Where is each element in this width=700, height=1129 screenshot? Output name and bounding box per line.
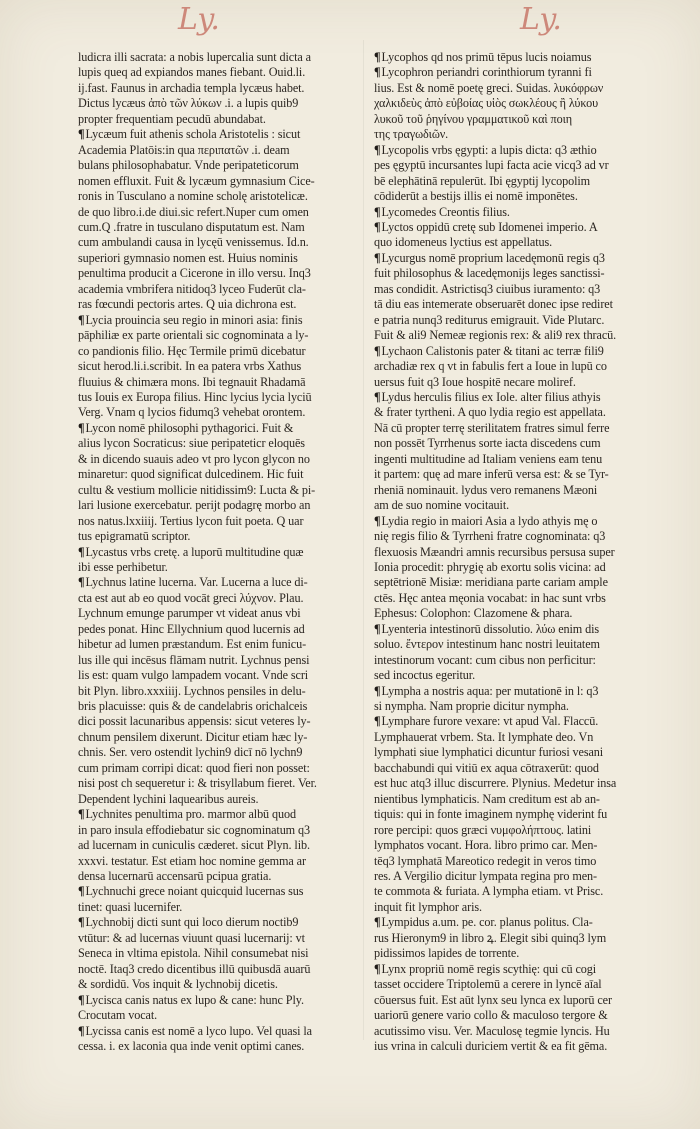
text-line: noctē. Itaq3 credo dicentibus illū quibusdā auarū [78,961,311,976]
text-line: cum primam corripi dicat: quod fieri non posset: [78,760,310,775]
text-line: superiori gymnasio nomen est. Huius nominis [78,250,298,265]
text-line: nientibus lymphaticis. Nam creditum est ab an- [374,791,600,806]
text-line: de quo libro.i.de diui.sic refert.Nuper cum omen [78,204,309,219]
text-line: bulans philosophabatur. Vnde peripateticorum [78,158,299,173]
folio-mark-right: Ly. [520,2,562,37]
text-line: cta est aut ab eo quod vocāt greci λύχνον. Plau. [78,590,304,605]
text-line: cum.Q .fratre in tusculano disputatum est. Nam [78,219,305,234]
text-line: Fuit & ali9 Nemeæ regionis rex: & ali9 rex thracū. [374,328,617,343]
entry-heading-line: ¶ Lychnuchi grece noiant quicquid lucernas sus [78,884,370,899]
text-line: ras fœcundi pectoris artes. Q uia dichrona est. [78,297,297,312]
text-line: Ionia procedit: phrygię ab exortu solis vicina: ad [374,559,606,574]
text-line: Ephesus: Colophon: Clazomene & phara. [374,606,573,621]
text-line: ij.fast. Faunus in archadia templa lycæus habet. [78,80,305,95]
text-line: quo idomeneus lyctius est appellatus. [374,235,553,250]
entry-heading-line: ¶ Lympidus a.um. pe. cor. planus politus. Cla- [374,915,666,930]
entry-heading-line: ¶ Lychaon Calistonis pater & titani ac terræ fili9 [374,344,666,359]
text-line: lupis queq ad expiandos manes fiebant. Ouid.li. [78,65,306,80]
text-line: pedes ponat. Hinc Ellychnium quod lucernis ad [78,621,305,636]
right-column [374,50,666,1054]
text-line: minaretur: quod significat dulcedinem. Hic fuit [78,467,304,482]
text-line: xxxvi. testatur. Est etiam hoc nomine gemma ar [78,853,306,868]
text-line: & in dicendo suauis adeo vt pro lycon glycon no [78,451,310,466]
text-line: soluo. ἔντερον intestinum hanc nostri leuitatem [374,637,600,652]
entry-heading-line: ¶ Lydia regio in maiori Asia a lydo athyis mę o [374,514,666,529]
text-line: lus ille qui incēsus flāmam nutrit. Lychnus pensi [78,652,310,667]
text-line: propter frequentiam pecudū abundabat. [78,111,266,126]
text-line: mas condidit. Astrictisq3 ciuibus iuramento: q3 [374,281,601,296]
text-line: ius vrina in calculi duriciem vertit & ea fit gēma. [374,1039,608,1053]
text-line: tā diu eas intemerate obseruarēt donec ipse rediret [374,297,613,312]
text-line: rore percipi: quos græci νυμφολήπτους. latini [374,822,592,837]
text-line: si nympha. Nam proprie dicitur nympha. [374,699,569,714]
entry-heading-line: ¶ Lyenteria intestinorū dissolutio. λύω enim dis [374,622,666,637]
text-line: pes ęgyptū incursantes lupi facta acie vicq3 ad vr [374,158,609,173]
text-line: της τραγωδιῶν. [374,127,449,142]
text-line: Dependent lychini laquearibus aureis. [78,791,259,806]
text-line: tus epigramatū scriptor. [78,529,191,544]
text-line: & frater tyrtheni. A quo lydia regio est appellata. [374,405,606,420]
text-line: rus Hieronym9 in libro ꝝ. Elegit sibi quinq3 lym [374,930,607,945]
text-line: academia vmbrifera nitidoq3 lyceo Fuderūt cla- [78,281,306,296]
text-line: cum ambulandi causa in lycęū venissemus. Id.n. [78,235,309,250]
text-line: fluuius & chimæra mons. Ibi tegnauit Rhadamā [78,374,306,389]
text-line: chnis. Ser. vero ostendit lychin9 dicī nō lychn9 [78,745,303,760]
text-line: Seneca in vltima epistola. Nihil consumebat nisi [78,946,309,961]
text-line: tiquis: qui in fonte imaginem nymphę viderint fu [374,807,608,822]
text-line: non possēt Tyrrhenus sorte iacta discedens cum [374,436,601,451]
folio-mark-left: Ly. [178,2,220,37]
entry-heading-line: ¶ Lycon nomē philosophi pythagorici. Fuit & [78,421,370,436]
text-line: lari lusione exercebatur. perijt podagrę morbo an [78,498,311,513]
text-line: in paro insula effodiebatur sic cognominatum q3 [78,822,310,837]
text-line: tinet: quasi lucernifer. [78,899,183,914]
text-line: Crocutam vocat. [78,1008,158,1023]
text-line: tus Iouis ex Europa filius. Hinc lycius lycia lyciū [78,389,312,404]
text-line: it partem: quę ad mare inferū versa est: & se Tyr- [374,467,609,482]
text-line: cultu & vestium mollicie nitidissim9: Lucta & pi- [78,482,316,497]
entry-heading-line: ¶ Lychnus latine lucerna. Var. Lucerna a luce di- [78,575,370,590]
entry-heading-line: ¶ Lycurgus nomē proprium lacedęmonū regis q3 [374,251,666,266]
entry-heading-line: ¶ Lydus herculis filius ex Iole. alter filius athyis [374,390,666,405]
text-line: vtūtur: & ad lucernas viuunt quasi lucernarij: vt [78,930,305,945]
text-line: Lychnum emunge parumper vt videat anus vbi [78,606,301,621]
text-line: dici possit lacunaribus appensis: sicut veteres ly- [78,714,311,729]
text-line: chnum pensilem dixerunt. Dicitur etiam hæc ly- [78,729,308,744]
text-line: res. A Vergilio dicitur lympata regina pro men- [374,869,597,884]
text-line: pāphiliæ ex parte orientali sic cognominata a ly- [78,328,309,343]
text-line: cōdiderūt a bestijs illis ei nomē imponētes. [374,189,578,204]
text-line: rheniā nominauit. lydus vero remanens Mæoni [374,482,598,497]
text-line: archadiæ rex q vt in fabulis fert a Ioue in lupū co [374,359,607,374]
text-line: cessa. i. ex laconia qua inde venit optimi canes. [78,1039,305,1053]
text-line: lius. Est & nomē poetę greci. Suidas. λυκόφρων [374,80,604,95]
text-line: nomen effluxit. Fuit & lycæum gymnasium Cice- [78,173,315,188]
left-column [78,50,370,1054]
entry-heading-line: ¶ Lynx propriū nomē regis scythię: qui cū cogi [374,962,666,977]
entry-heading-line: ¶ Lychnobij dicti sunt qui loco dierum noctib9 [78,915,370,930]
text-line: sed incoctus egeritur. [374,668,476,683]
text-line: inquit fit lymphor aris. [374,899,482,914]
entry-heading-line: ¶ Lycæum fuit athenis schola Aristotelis : sicut [78,127,370,142]
text-line: acutissimo visu. Ver. Maculosę tegmie lyncis. Hu [374,1023,610,1038]
entry-heading-line: ¶ Lycisca canis natus ex lupo & cane: hunc Ply. [78,993,370,1008]
entry-heading-line: ¶ Lycopolis vrbs ęgypti: a lupis dicta: q3 æthio [374,143,666,158]
entry-heading-line: ¶ Lycophos qd nos primū tēpus lucis noiamus [374,50,666,65]
text-line: uersus fuit q3 Ioue hospitē necare moliref. [374,374,576,389]
text-line: ingenti multitudine ad Italiam veniens eam tenu [374,451,603,466]
text-line: intestinorum vocant: cum cibus non perficitur: [374,652,596,667]
text-line: uariorū genere vario collo & maculoso tergore & [374,1008,608,1023]
text-line: nię regis filio & Tyrrheni fratre cognominata: q3 [374,529,606,544]
text-line: septētrionē Misiæ: meridiana parte cariam ample [374,575,608,590]
entry-heading-line: ¶ Lycia prouincia seu regio in minori asia: finis [78,313,370,328]
entry-heading-line: ¶ Lycastus vrbs cretę. a luporū multitudine quæ [78,545,370,560]
text-line: bris placuisse: quis & de candelabris orichalceis [78,699,308,714]
entry-heading-line: ¶ Lycissa canis est nomē a lyco lupo. Vel quasi la [78,1024,370,1039]
text-line: penultima producit a Cicerone in illo versu. Inq3 [78,266,311,281]
text-line: nos natus.lxxiiij. Tertius lycon fuit poeta. Q uar [78,513,304,528]
entry-heading-line: ¶ Lychnites penultima pro. marmor albū quod [78,807,370,822]
text-line: lymphatos vocant. Hora. libro primo car. Men- [374,838,598,853]
text-line: pidissimos lapides de torrente. [374,946,520,961]
text-line: fuit philosophus & lacedęmonijs leges sanctissi- [374,266,605,281]
text-line: ronis in Tusculano a nomine scholę aristotelicæ. [78,189,308,204]
text-line: χαλκιδεὺς ἀπὸ εὐβοίας υἱὸς σωκλέους ἢ λύκου [374,96,599,111]
entry-heading-line: ¶ Lycophron periandri corinthiorum tyranni fi [374,65,666,80]
entry-heading-line: ¶ Lympha a nostris aqua: per mutationē in l: q3 [374,684,666,699]
text-line: hibetur ad lumen præstandum. Est enim funicu- [78,637,307,652]
text-line: lymphati siue lymphatici dicuntur furiosi vesani [374,745,604,760]
text-line: ludicra illi sacrata: a nobis lupercalia sunt dicta a [78,50,311,64]
text-line: Verg. Vnam q lycios fidumq3 vehebat orontem. [78,405,306,420]
text-line: densa lucernarū accensarū pcipua gratia. [78,869,272,884]
text-line: bē elephātinā repulerūt. Ibi ęgyptij lycopolim [374,173,591,188]
text-line: bacchabundi qui vitiū ex aqua cōtraxerūt: quod [374,760,599,775]
text-line: Lymphauerat vrbem. Sta. It lymphate deo. Vn [374,729,594,744]
entry-heading-line: ¶ Lymphare furore vexare: vt apud Val. Flaccū. [374,714,666,729]
text-line: Academia Platōis:in qua περιπατῶν .i. deam [78,142,290,157]
text-line: est huc atq3 illuc discurrere. Plynius. Medetur insa [374,776,617,791]
text-line: nisi post ch sequeretur i: & trisyllabum fieret. Ver. [78,776,317,791]
text-line: ad lucernam in cuniculis cæderet. sicut Plyn. lib. [78,838,310,853]
text-line: tēq3 lymphatā Mareotico redegit in veros timo [374,853,597,868]
text-line: am de suo nomine vocitauit. [374,498,510,513]
text-line: λυκοῦ τοῦ ῥηγίνου γραμματικοῦ καὶ ποιη [374,111,573,126]
text-line: sicut herod.li.i.scribit. In ea patera vrbs Xathus [78,359,302,374]
text-line: cōuersus fuit. Est aūt lynx seu lynca ex luporū cer [374,992,612,1007]
text-line: alius lycon Socraticus: siue peripateticr eloquēs [78,436,305,451]
text-line: ctēs. Hęc antea męonia vocabat: in hac sunt vrbs [374,590,606,605]
text-line: Nā cū propter terrę sterilitatem fratres simul ferre [374,420,610,435]
entry-heading-line: ¶ Lyctos oppidū cretę sub Idomenei imperio. A [374,220,666,235]
text-line: e patria nunq3 rediturus emigrauit. Vide Plutarc. [374,312,605,327]
text-line: flexuosis Mæandri amnis recursibus persusa super [374,544,615,559]
text-line: co pandionis filio. Hęc Termile primū dicebatur [78,343,306,358]
text-line: Dictus lycæus ἀπὸ τῶν λύκων .i. a lupis quib9 [78,96,299,111]
text-line: ibi esse perhibetur. [78,559,168,574]
text-line: tasset occidere Triptolemū a cerere in lyncē aīal [374,977,602,992]
text-line: te commota & furiata. A lympha etiam. vt Prisc. [374,884,604,899]
text-line: & sordidū. Vos inquit & lychnobij dicetis. [78,977,278,992]
text-line: bit Plyn. libro.xxxiiij. Lychnos pensiles in delu- [78,683,306,698]
entry-heading-line: ¶ Lycomedes Creontis filius. [374,205,666,220]
text-line: lis est: quam vulgo lampadem vocant. Vnde scri [78,668,309,683]
